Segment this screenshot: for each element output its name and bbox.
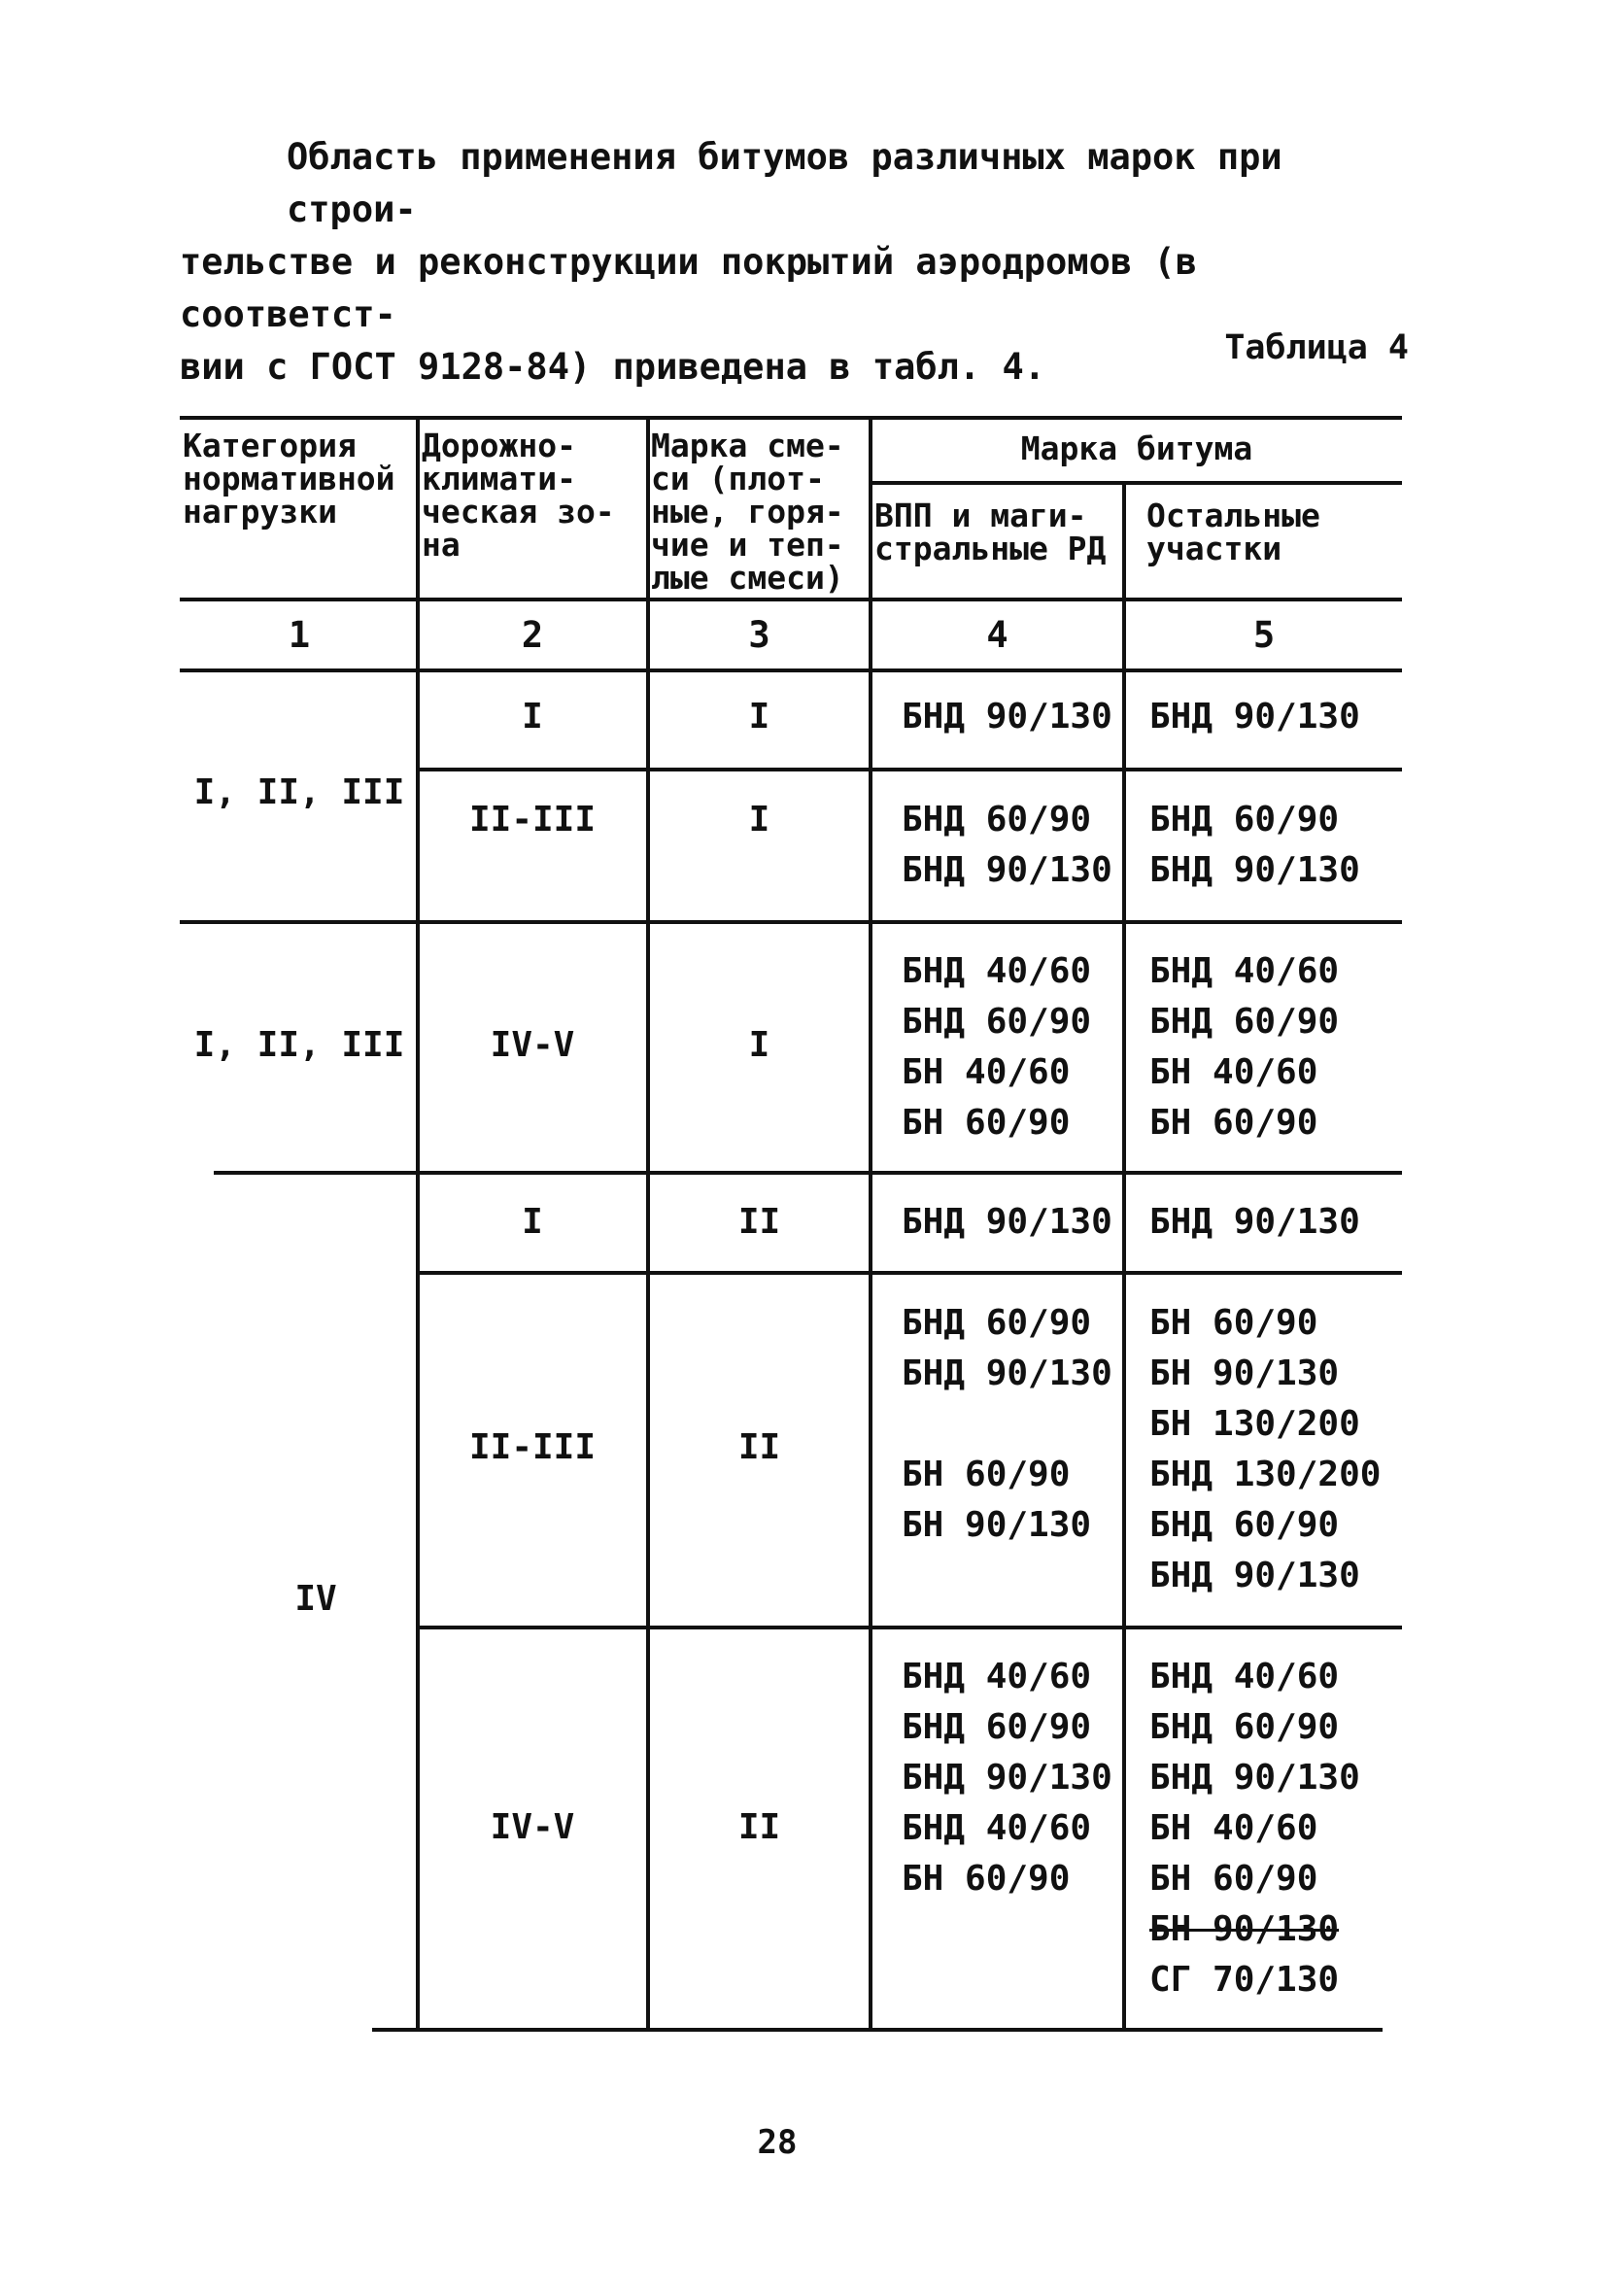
row4-mix: II [737, 1202, 781, 1242]
row1-mix: I [748, 697, 770, 737]
row6-zone: IV-V [490, 1807, 575, 1847]
row1-zone: I [522, 697, 543, 737]
header-zone: Дорожно- климати- ческая зо- на [422, 427, 615, 564]
header-mix: Марка сме- си (плот- ные, горя- чие и теп- лые смеси) [651, 427, 844, 597]
rule-header-bottom [180, 598, 1402, 601]
col-number-4: 4 [986, 614, 1008, 656]
rule-row2 [180, 920, 1402, 924]
intro-line-2: тельстве и реконструкции покрытий аэродромов (в соответст- [180, 241, 1197, 335]
rule-row5 [420, 1626, 1402, 1629]
col-sep-4 [1122, 483, 1126, 2030]
page-number: 28 [757, 2123, 798, 2162]
rule-row1 [420, 768, 1402, 771]
rule-top [180, 416, 1402, 420]
row5-main: БНД 60/90 БНД 90/130 БН 60/90 БН 90/130 [902, 1303, 1112, 1545]
row4-zone: I [522, 1202, 543, 1242]
row2-mix: I [748, 800, 770, 840]
rule-bitumen-sub [872, 481, 1402, 485]
rule-numbers-bottom [180, 668, 1402, 672]
intro-line-3: вии с ГОСТ 9128-84) приведена в табл. 4. [180, 346, 1046, 388]
header-category: Категория нормативной нагрузки [183, 427, 395, 531]
row5-other: БН 60/90 БН 90/130 БН 130/200 БНД 130/200 БНД 60/90 БНД 90/130 [1149, 1303, 1382, 1595]
row6-mix: II [737, 1807, 781, 1847]
row2-zone: II-III [468, 800, 597, 840]
row3-mix: I [748, 1025, 770, 1065]
rule-row3 [214, 1171, 1402, 1175]
row1-category: I, II, III [193, 772, 405, 812]
row3-zone: IV-V [490, 1025, 575, 1065]
header-main-runways: ВПП и маги- стральные РД [874, 497, 1107, 567]
rule-bottom [372, 2028, 1383, 2032]
row2-main: БНД 60/90 БНД 90/130 [902, 800, 1112, 890]
header-other-sections: Остальные участки [1146, 497, 1320, 567]
rule-row4 [420, 1271, 1402, 1275]
row1-main: БНД 90/130 [902, 697, 1112, 737]
row4-main: БНД 90/130 [902, 1202, 1112, 1242]
col-number-2: 2 [521, 614, 544, 656]
row5-zone: II-III [468, 1427, 597, 1467]
intro-line-1: Область применения битумов различных марок при строи- [287, 136, 1282, 230]
row6-main: БНД 40/60 БНД 60/90 БНД 90/130 БНД 40/60 БН 60/90 [902, 1657, 1112, 1899]
row4-other: БНД 90/130 [1149, 1202, 1360, 1242]
row4-category: IV [294, 1579, 337, 1619]
col-number-1: 1 [288, 614, 311, 656]
row3-main: БНД 40/60 БНД 60/90 БН 40/60 БН 60/90 [902, 951, 1092, 1143]
row3-category: I, II, III [193, 1025, 405, 1065]
row6-other: БНД 40/60 БНД 60/90 БНД 90/130 БН 40/60 БН 60/90 БН 90/130 СГ 70/130 [1149, 1657, 1360, 2000]
row2-other: БНД 60/90 БНД 90/130 [1149, 800, 1360, 890]
col-number-5: 5 [1252, 614, 1276, 656]
header-bitumen: Марка битума [1020, 429, 1253, 467]
row1-other: БНД 90/130 [1149, 697, 1360, 737]
table-caption: Таблица 4 [1224, 328, 1409, 367]
row3-other: БНД 40/60 БНД 60/90 БН 40/60 БН 60/90 [1149, 951, 1340, 1143]
col-sep-3 [869, 416, 872, 2030]
col-number-3: 3 [748, 614, 770, 656]
row5-mix: II [737, 1427, 781, 1467]
